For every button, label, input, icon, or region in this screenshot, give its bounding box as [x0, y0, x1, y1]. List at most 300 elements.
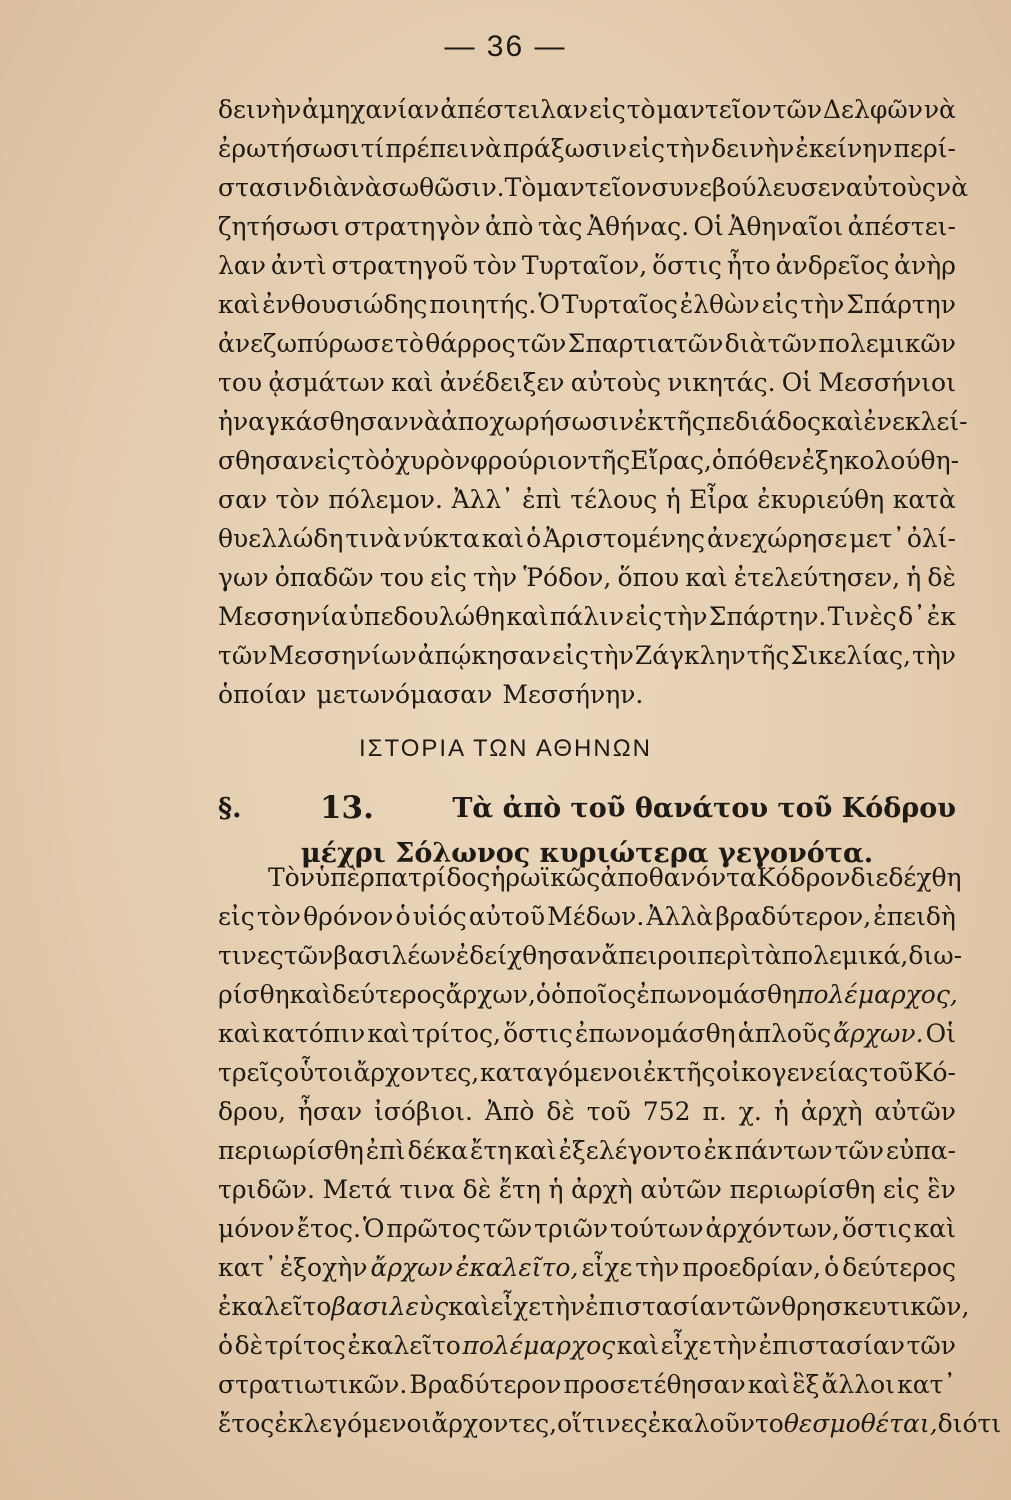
word: θάρρος [425, 329, 516, 358]
word: εἰς [628, 134, 665, 163]
word: ἐξηκολούθη- [801, 446, 960, 475]
word: ἐκαλεῖτο, [455, 1253, 579, 1282]
word: ἀρχὴ [800, 1097, 863, 1126]
word: ἐτελεύτησεν, [733, 563, 901, 592]
word: κατ᾽ [218, 1253, 277, 1282]
word: τέλους [570, 485, 658, 514]
word: συνεβούλευσεν [651, 173, 846, 202]
word: δ᾽ [898, 602, 926, 631]
word: 752 [642, 1097, 691, 1126]
text-line [218, 324, 956, 363]
word: διὰ [307, 173, 350, 202]
word: ποιητής. [429, 290, 537, 319]
word: τῶν [767, 329, 818, 358]
section-number: 13. [319, 790, 374, 826]
word: τινὰ [345, 524, 402, 553]
word: τῆς [662, 407, 706, 436]
word: καὶ [218, 290, 261, 319]
word: καὶ [481, 524, 525, 553]
text-line [218, 936, 963, 975]
word: ἐπιστασίαν [758, 1331, 905, 1360]
word: αὐτῶν [874, 1097, 956, 1126]
word: ἐκαλεῖτο [347, 1331, 461, 1360]
word: τὰς [537, 212, 583, 241]
word: ἓν [927, 1175, 956, 1204]
word: εἰς [552, 641, 589, 670]
word: τῶν [218, 641, 268, 670]
word: περιωρίσθη [218, 1136, 364, 1165]
word: ἦσαν [297, 1097, 363, 1126]
word: ἄπειροι [601, 941, 697, 970]
text-line [218, 1287, 970, 1326]
word: κατόπιν [262, 1019, 366, 1048]
word: ἁπλοῦς [737, 1019, 832, 1048]
word: ἐκ [703, 1136, 733, 1165]
word: αὐτοῦ [468, 902, 546, 931]
word: ὁ [395, 902, 411, 931]
text-line [218, 858, 962, 897]
word: ἀπῴκησαν [417, 641, 552, 670]
word: υἱός [412, 902, 467, 931]
word: Μέδων. [547, 902, 645, 931]
word: ἔτη [470, 1136, 513, 1165]
word: ἄρχων. [833, 1019, 924, 1048]
word: καὶ [747, 1370, 791, 1399]
text-line [218, 1170, 956, 1209]
word: νὰ [469, 134, 502, 163]
word: μαντεῖον [536, 173, 652, 202]
text-line [218, 1014, 956, 1053]
word: ἀμηχανίαν [302, 95, 440, 124]
word: τὸν [472, 251, 517, 280]
word: τῶν [731, 1292, 782, 1321]
word: καὶ [367, 1019, 410, 1048]
text-line [218, 1092, 956, 1131]
word: τῶν [283, 941, 334, 970]
word: Κόδρον [756, 863, 851, 892]
word: τῶν [482, 1214, 533, 1243]
word: βραδύτερον, [715, 902, 872, 931]
text-line [218, 246, 956, 285]
word: τῶν [834, 1136, 885, 1165]
word: ἄρχοντες, [431, 1409, 558, 1438]
word: ἀνεχώρησε [707, 524, 848, 553]
word: εἰς [430, 563, 467, 592]
word: τὴν [541, 1292, 586, 1321]
word: γων [218, 563, 269, 592]
text-line [218, 168, 969, 207]
word: οἰκογενείας [716, 1058, 869, 1087]
word: ἐκ [642, 1058, 673, 1087]
text-line [218, 558, 956, 597]
word: δὲ [462, 1175, 492, 1204]
word: προεδρίαν, [682, 1253, 822, 1282]
word: Ἀλλὰ [646, 902, 714, 931]
word: καὶ [218, 1019, 261, 1048]
word: τὸν [275, 485, 320, 514]
word: ἀρχόντων, [705, 1214, 840, 1243]
word: στρατηγὸν [344, 212, 481, 241]
word: πρῶτος [386, 1214, 481, 1243]
word: ἀποθανόντα [600, 863, 757, 892]
word: δέκα [407, 1136, 469, 1165]
word: δὲ [546, 1097, 575, 1126]
word: πολεμικῶν [818, 329, 956, 358]
word: ὁ [526, 524, 542, 553]
word: νὰ [923, 95, 956, 124]
word: τὴν [473, 563, 518, 592]
word: μόνον [218, 1214, 295, 1243]
word: Μεσσηνία [218, 602, 348, 631]
text-line [218, 402, 968, 441]
word: τρίτος, [411, 1019, 501, 1048]
word: τὴν [911, 641, 956, 670]
text-line [218, 207, 956, 246]
word: Σικελίας, [790, 641, 911, 670]
word: Μετά [322, 1175, 392, 1204]
word: Τυρταῖον, [521, 251, 648, 280]
word: Τινὲς [827, 602, 897, 631]
word: Τὸ [504, 173, 537, 202]
word: ἄρχων [370, 1253, 453, 1282]
word: τῶν [906, 1331, 956, 1360]
word: ἔτη [498, 1175, 541, 1204]
word: βασιλεὺς [331, 1292, 449, 1321]
word: Ἀθηναῖοι [728, 212, 844, 241]
text-line [218, 519, 956, 558]
word: λαν [218, 251, 266, 280]
paragraph-messenian-war [218, 90, 969, 714]
word: τὴν [589, 641, 634, 670]
word: ἐκυριεύθη [757, 485, 885, 514]
word: ἰσόβιοι. [373, 1097, 473, 1126]
word: πόλεμον. [328, 485, 443, 514]
word: πάντων [734, 1136, 833, 1165]
text-line [218, 975, 956, 1014]
word: ἐξοχὴν [279, 1253, 368, 1282]
word: ἐδείχθησαν [455, 941, 602, 970]
word: τινες [218, 941, 284, 970]
word: ἀνεζωπύρωσε [218, 329, 394, 358]
word: εἰς [625, 602, 663, 631]
word: μετ᾽ [849, 524, 905, 553]
word: διω- [908, 941, 963, 970]
word: τὸ [351, 446, 380, 475]
word: Μεσσήνιοι [818, 368, 956, 397]
word: ὅστις [503, 1019, 573, 1048]
word: ἐκαλεῖτο [218, 1292, 332, 1321]
word: ἐκ [633, 407, 663, 436]
text-line [218, 1053, 956, 1092]
word: ὁποίαν [218, 680, 307, 709]
word: Βραδύτερον [409, 1370, 562, 1399]
word: τὴν [800, 290, 845, 319]
word: ἀνὴρ [894, 251, 956, 280]
word: εἰς [314, 446, 352, 475]
word: μετωνόμασαν [316, 680, 493, 709]
word: του [218, 368, 263, 397]
word: ᾀσμάτων [268, 368, 385, 397]
word: καὶ [448, 1292, 491, 1321]
word: ἄλλοι [821, 1370, 895, 1399]
word: μαντεῖον [656, 95, 772, 124]
text-line [218, 1404, 1002, 1443]
paragraph-archons [218, 858, 1002, 1443]
text-line [218, 1131, 956, 1170]
word: Ἀλλ᾽ [451, 485, 514, 514]
word: πολέμαρχος, [797, 980, 958, 1009]
section-symbol: §. [218, 793, 242, 824]
word: τὸ [626, 95, 656, 124]
word: νὰ [349, 173, 382, 202]
word: ἡ [548, 1175, 564, 1204]
word: καὶ [616, 1331, 660, 1360]
word: ὑπὲρ [314, 863, 375, 892]
word: τρίτος [264, 1331, 346, 1360]
text-line [218, 363, 956, 402]
word: ἐκείνην [795, 134, 893, 163]
word: ἐξελέγοντο [558, 1136, 702, 1165]
word: ἄρχων, [445, 980, 536, 1009]
word: ἀρχὴ [571, 1175, 633, 1204]
word: τοῦ [586, 1097, 631, 1126]
word: στασιν [218, 173, 308, 202]
word: ἀντὶ [270, 251, 327, 280]
word: τῆς [587, 446, 631, 475]
word: τὸν [256, 902, 301, 931]
word: τὰ [750, 941, 782, 970]
word: Ὁ [538, 290, 560, 319]
word: τῶν [772, 95, 823, 124]
word: εἶχε [660, 1331, 712, 1360]
word: καταγόμενοι [479, 1058, 643, 1087]
word: Τυρταῖος [561, 290, 678, 319]
word: ὅστις [841, 1214, 912, 1243]
word: ἡρωϊκῶς [490, 863, 601, 892]
word: τὴν [666, 134, 711, 163]
word: νὰ [408, 407, 441, 436]
word: νὰ [936, 173, 969, 202]
word: ἐλθὼν [679, 290, 760, 319]
word: δρου, [218, 1097, 286, 1126]
word: καὶ [821, 407, 864, 436]
word: οὗτοι [283, 1058, 353, 1087]
word: ρίσθη [218, 980, 290, 1009]
word: ὅπου [617, 563, 680, 592]
word: κατὰ [892, 485, 956, 514]
word: Ἀριστομένης [543, 524, 706, 553]
word: ἐπειδὴ [873, 902, 956, 931]
word: θυελλώδη [218, 524, 344, 553]
word: εἶχε [490, 1292, 542, 1321]
word: εἶχε [581, 1253, 633, 1282]
word: ἀνδρεῖος [775, 251, 890, 280]
word: πολέμαρχος [462, 1331, 616, 1360]
word: ἐκαλοῦντο [647, 1409, 784, 1438]
text-line [218, 675, 956, 714]
word: τὸ [395, 329, 424, 358]
word: ὀπαδῶν [274, 563, 374, 592]
word: τὴν [713, 1331, 758, 1360]
word: οἵτινες [557, 1409, 648, 1438]
word: κατ᾽ [897, 1370, 956, 1399]
word: τούτων [610, 1214, 704, 1243]
word: Σπαρτιατῶν [567, 329, 724, 358]
word: θρησκευτικῶν, [781, 1292, 970, 1321]
text-line [218, 636, 956, 675]
word: σθησαν [218, 446, 315, 475]
word: αὐτοὺς [570, 368, 661, 397]
word: Σπάρτην [846, 290, 956, 319]
word: δεινὴν [218, 95, 302, 124]
word: δὲ [927, 563, 956, 592]
word: ἦτο [726, 251, 771, 280]
word: ἐπιστασίαν [585, 1292, 732, 1321]
section-title-line-2: μέχρι Σόλωνος κυριώτερα γεγονότα. [300, 838, 874, 869]
word: Μεσσηνίων [268, 641, 417, 670]
text-line [218, 597, 956, 636]
word: διεδέχθη [850, 863, 962, 892]
word: πρέπει [385, 134, 469, 163]
word: δεύτερος [331, 980, 446, 1009]
text-line [218, 897, 956, 936]
word: ἔτος [218, 1409, 275, 1438]
word: ὁπόθεν [711, 446, 802, 475]
word: ἠναγκάσθησαν [218, 407, 409, 436]
word: ἐρωτήσωσι [218, 134, 360, 163]
word: Οἱ [925, 1019, 956, 1048]
word: Οἱ [781, 368, 813, 397]
word: τὴν [663, 602, 708, 631]
word: καὶ [289, 980, 332, 1009]
word: τί [360, 134, 385, 163]
word: Ζάγκλην [634, 641, 746, 670]
word: πάλιν [549, 602, 625, 631]
word: του [379, 563, 424, 592]
word: ἡ [906, 563, 922, 592]
section-title-line-1: Τὰ ἀπὸ τοῦ θανάτου τοῦ Κόδρου [452, 793, 956, 824]
word: πεδιάδος [705, 407, 822, 436]
word: εἰς [218, 902, 255, 931]
word: νύκτα [403, 524, 480, 553]
word: ἀπέστειλαν [440, 95, 589, 124]
word: περιωρίσθη [729, 1175, 876, 1204]
word: πατρίδος [374, 863, 491, 892]
word: τῶν [516, 329, 567, 358]
word: σωθῶσιν. [381, 173, 505, 202]
word: Κό- [913, 1058, 956, 1087]
word: ὑπεδουλώθη [348, 602, 505, 631]
text-line [218, 1248, 956, 1287]
word: εἰς [882, 1175, 920, 1204]
word: ὀλί- [906, 524, 956, 553]
word: διότι [937, 1409, 1002, 1438]
word: περὶ [696, 941, 751, 970]
word: δεινὴν [711, 134, 795, 163]
word: Τὸν [268, 863, 315, 892]
word: σαν [218, 485, 268, 514]
word: καὶ [391, 368, 434, 397]
word: δεύτερος [842, 1253, 956, 1282]
word: χ. [738, 1097, 762, 1126]
page-number: — 36 — [444, 30, 567, 63]
text-line [218, 1365, 956, 1404]
word: ὁποῖος [550, 980, 637, 1009]
word: ἔτος. [296, 1214, 361, 1243]
word: στρατιωτικῶν. [218, 1370, 408, 1399]
word: καὶ [506, 602, 549, 631]
word: θρόνον [303, 902, 394, 931]
word: ζητήσωσι [218, 212, 340, 241]
word: τινα [399, 1175, 456, 1204]
word: ἀπέστει- [847, 212, 956, 241]
text-line [218, 480, 956, 519]
word: Ἀπὸ [484, 1097, 535, 1126]
word: φρούριον [470, 446, 588, 475]
word: ἀποχωρήσωσιν [440, 407, 634, 436]
word: Οἱ [693, 212, 724, 241]
word: ἐκλεγόμενοι [274, 1409, 432, 1438]
word: αὐτοὺς [845, 173, 936, 202]
word: δὲ [234, 1331, 264, 1360]
word: ὁ [218, 1331, 234, 1360]
word: τρεῖς [218, 1058, 284, 1087]
word: τῆς [672, 1058, 716, 1087]
word: ἓξ [792, 1370, 820, 1399]
text-line [218, 441, 960, 480]
word: πράξωσιν [502, 134, 628, 163]
word: Ῥόδον, [523, 563, 612, 592]
word: ὅστις [652, 251, 722, 280]
word: εἰς [761, 290, 799, 319]
word: τοῦ [869, 1058, 914, 1087]
word: καὶ [685, 563, 728, 592]
word: βασιλέων [333, 941, 456, 970]
word: τὴν [635, 1253, 680, 1282]
word: ἀνέδειξεν [439, 368, 565, 397]
word: περί- [893, 134, 956, 163]
word: διὰ [724, 329, 767, 358]
word: ἐνθουσιώδης [262, 290, 428, 319]
word: τριδῶν. [218, 1175, 315, 1204]
word: καὶ [913, 1214, 956, 1243]
word: ἡ [665, 485, 681, 514]
word: νικητάς. [667, 368, 776, 397]
word: ὁ [535, 980, 551, 1009]
word: Δελφῶν [822, 95, 923, 124]
text-line [218, 285, 956, 324]
chapter-heading: ΙΣΤΟΡΙΑ ΤΩΝ ΑΘΗΝΩΝ [359, 735, 652, 762]
word: ἐπωνομάσθη [636, 980, 798, 1009]
word: ἐνεκλεί- [863, 407, 968, 436]
word: στρατηγοῦ [331, 251, 468, 280]
word: τῆς [746, 641, 790, 670]
word: ἄρχοντες, [353, 1058, 480, 1087]
word: εὐπα- [886, 1136, 956, 1165]
word: Εἶρα [689, 485, 749, 514]
text-line [218, 1209, 956, 1248]
word: ὀχυρὸν [379, 446, 471, 475]
word: π. [702, 1097, 727, 1126]
word: τριῶν [534, 1214, 609, 1243]
word: ἡ [773, 1097, 789, 1126]
word: ἐπὶ [522, 485, 562, 514]
word: ἐπωνομάσθη [574, 1019, 736, 1048]
word: θεσμοθέται, [783, 1409, 938, 1438]
word: Σπάρτην. [708, 602, 827, 631]
word: αὐτῶν [640, 1175, 722, 1204]
text-line [218, 1326, 956, 1365]
